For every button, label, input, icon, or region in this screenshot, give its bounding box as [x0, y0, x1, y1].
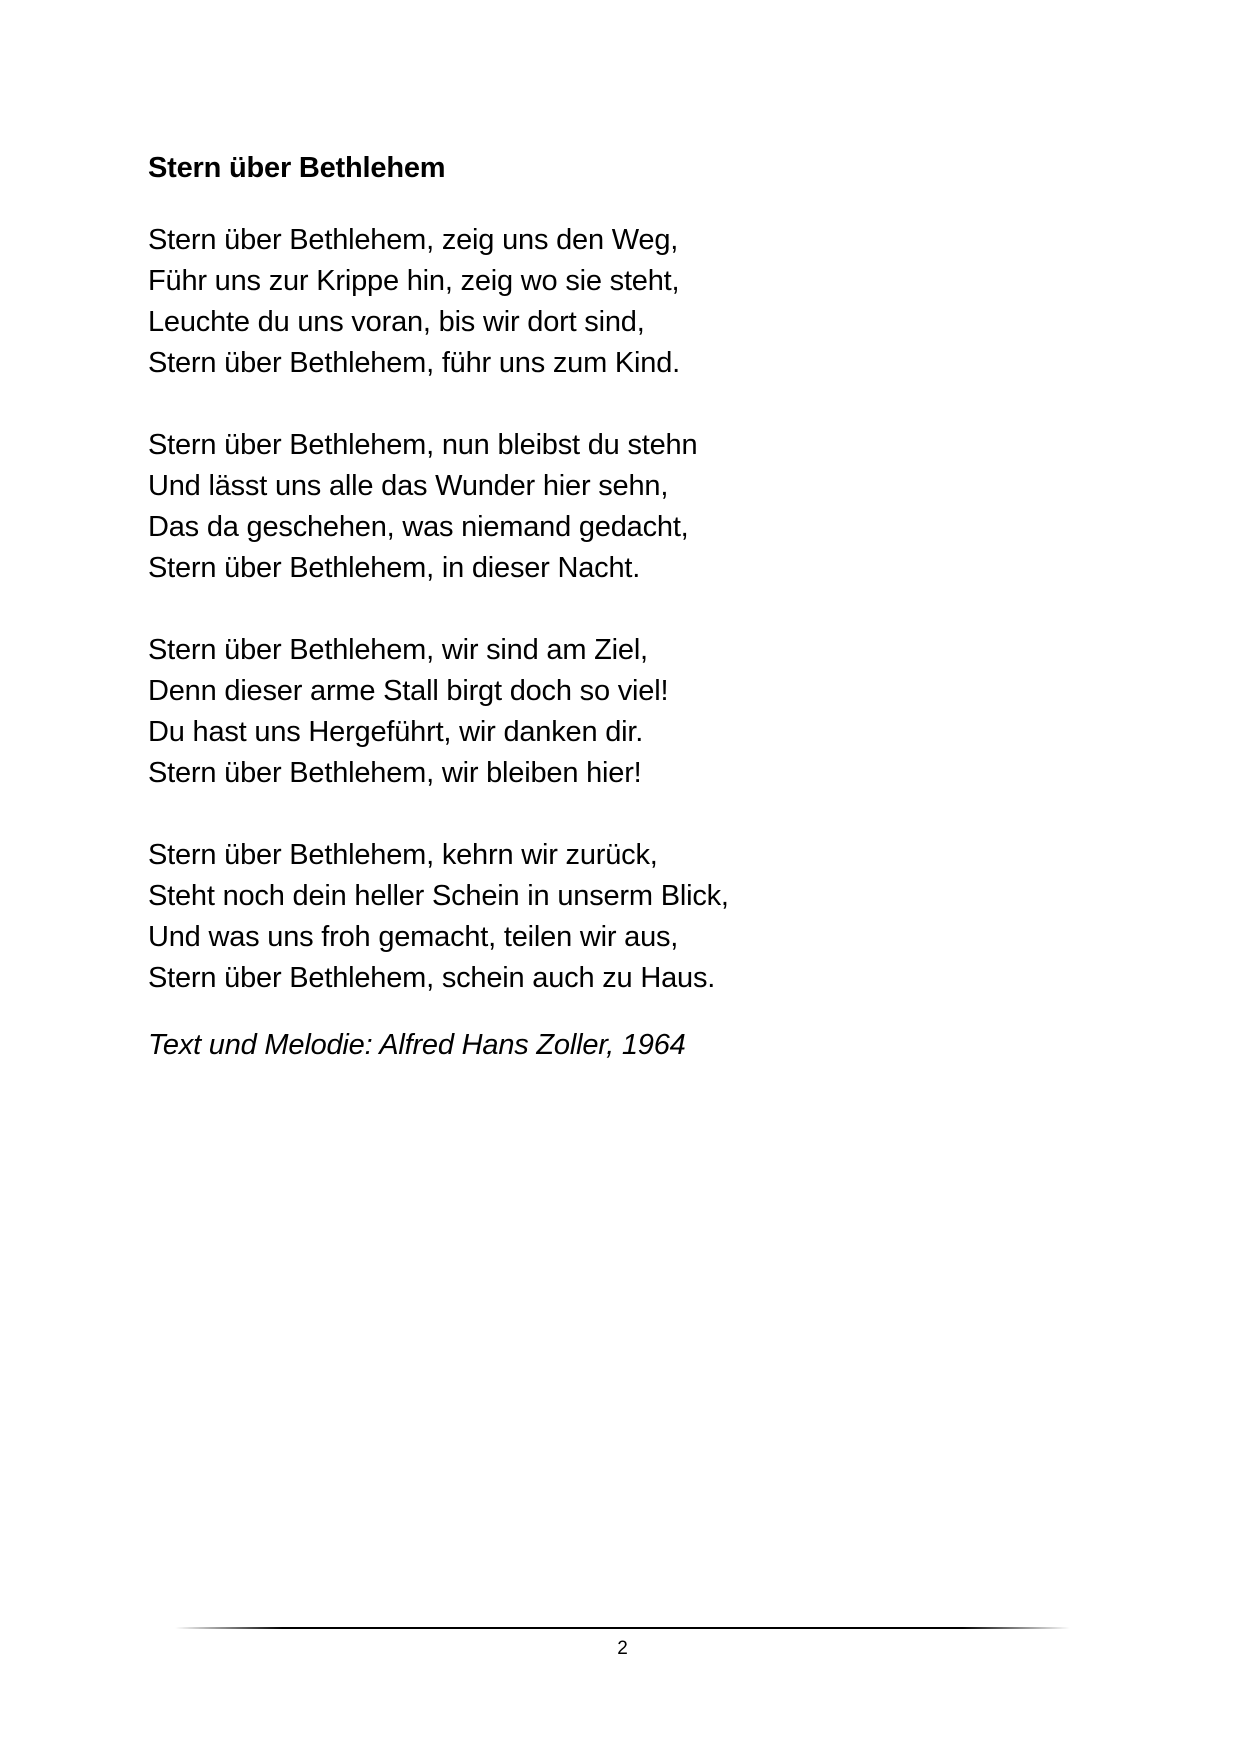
song-title: Stern über Bethlehem: [148, 152, 446, 184]
lyric-line: Steht noch dein heller Schein in unserm Blick,: [148, 880, 729, 912]
lyric-line: Du hast uns Hergeführt, wir danken dir.: [148, 716, 644, 748]
lyric-line: Denn dieser arme Stall birgt doch so viel!: [148, 675, 669, 707]
lyric-line: Und was uns froh gemacht, teilen wir aus,: [148, 921, 679, 953]
lyric-line: Stern über Bethlehem, wir bleiben hier!: [148, 757, 642, 789]
stanza-1: [148, 220, 1148, 384]
lyric-line: Das da geschehen, was niemand gedacht,: [148, 511, 689, 543]
lyric-line: Stern über Bethlehem, führ uns zum Kind.: [148, 347, 681, 379]
footer-divider: [175, 1627, 1070, 1629]
credit-line: Text und Melodie: Alfred Hans Zoller, 1964: [148, 1029, 686, 1061]
stanza-2: [148, 425, 1148, 589]
lyric-line: Stern über Bethlehem, kehrn wir zurück,: [148, 839, 658, 871]
lyric-line: Leuchte du uns voran, bis wir dort sind,: [148, 306, 645, 338]
lyric-line: Führ uns zur Krippe hin, zeig wo sie steht,: [148, 265, 680, 297]
lyric-line: Stern über Bethlehem, wir sind am Ziel,: [148, 634, 648, 666]
lyric-line: Und lässt uns alle das Wunder hier sehn,: [148, 470, 669, 502]
lyric-line: Stern über Bethlehem, schein auch zu Haus.: [148, 962, 716, 994]
stanza-3: [148, 630, 1148, 794]
stanza-4: [148, 835, 1148, 999]
page-number: 2: [617, 1638, 628, 1659]
lyric-line: Stern über Bethlehem, zeig uns den Weg,: [148, 224, 679, 256]
lyrics: [148, 220, 1148, 1040]
lyric-line: Stern über Bethlehem, nun bleibst du stehn: [148, 429, 698, 461]
lyric-line: Stern über Bethlehem, in dieser Nacht.: [148, 552, 641, 584]
